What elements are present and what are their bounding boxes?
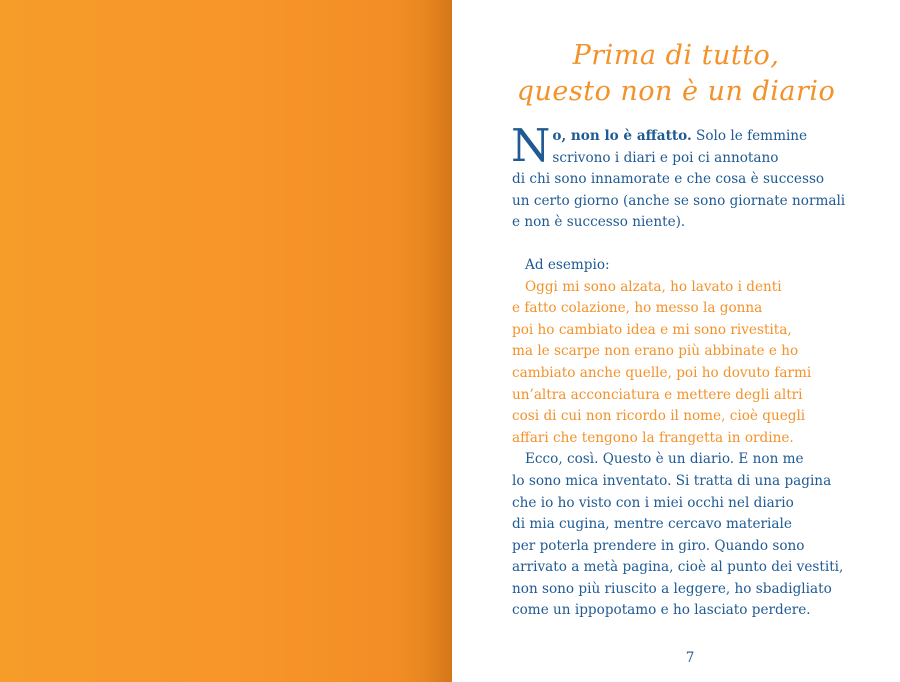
right-page: [452, 0, 900, 682]
quote-line-1: Oggi mi sono alzata, ho lavato i denti: [525, 278, 782, 295]
quote-line-7: cosi di cui non ricordo il nome, cioè quegli: [512, 408, 806, 425]
intro-line-4: un certo giorno (anche se sono giornate normali: [512, 192, 846, 209]
chapter-title-line-1: Prima di tutto,: [572, 40, 780, 71]
quote-line-8: affari che tengono la frangetta in ordine.: [512, 429, 794, 446]
intro-bold-lead: o, non lo è affatto.: [552, 128, 692, 144]
chapter-title-line-2: questo non è un diario: [516, 76, 836, 107]
quote-line-2: e fatto colazione, ho messo la gonna: [512, 300, 763, 317]
chapter-title: [452, 38, 900, 110]
closing-line-7: non sono più riuscito a leggere, ho sbadigliato: [512, 580, 832, 597]
closing-line-6: arrivato a metà pagina, cioè al punto dei vestiti,: [512, 559, 844, 576]
quote-line-6: un’altra acconciatura e mettere degli altri: [512, 386, 803, 403]
intro-line-5: e non è successo niente).: [512, 214, 686, 231]
closing-line-4: di mia cugina, mentre cercavo materiale: [512, 516, 792, 533]
body-text: [511, 119, 882, 622]
quote-line-5: cambiato anche quelle, poi ho dovuto farmi: [512, 364, 812, 381]
closing-line-3: che io ho visto con i miei occhi nel diario: [512, 494, 794, 511]
closing-line-1: Ecco, così. Questo è un diario. E non me: [525, 451, 804, 468]
quote-line-4: ma le scarpe non erano più abbinate e ho: [512, 343, 799, 360]
page-number: 7: [685, 650, 695, 666]
closing-line-5: per poterla prendere in giro. Quando sono: [512, 537, 805, 554]
intro-line-1: [512, 126, 882, 148]
drop-cap: N: [511, 119, 551, 172]
quote-line-3: poi ho cambiato idea e mi sono rivestita,: [512, 321, 792, 338]
closing-line-8: come un ippopotamo e ho lasciato perdere.: [512, 602, 811, 619]
intro-line-2: scrivono i diari e poi ci annotano: [552, 149, 779, 166]
example-label: Ad esempio:: [525, 256, 610, 273]
closing-line-2: lo sono mica inventato. Si tratta di una pagina: [512, 472, 832, 489]
intro-line-3: di chi sono innamorate e che cosa è successo: [512, 171, 825, 188]
paragraph-gap: [512, 234, 882, 255]
intro-line-1-rest: Solo le femmine: [691, 128, 808, 144]
